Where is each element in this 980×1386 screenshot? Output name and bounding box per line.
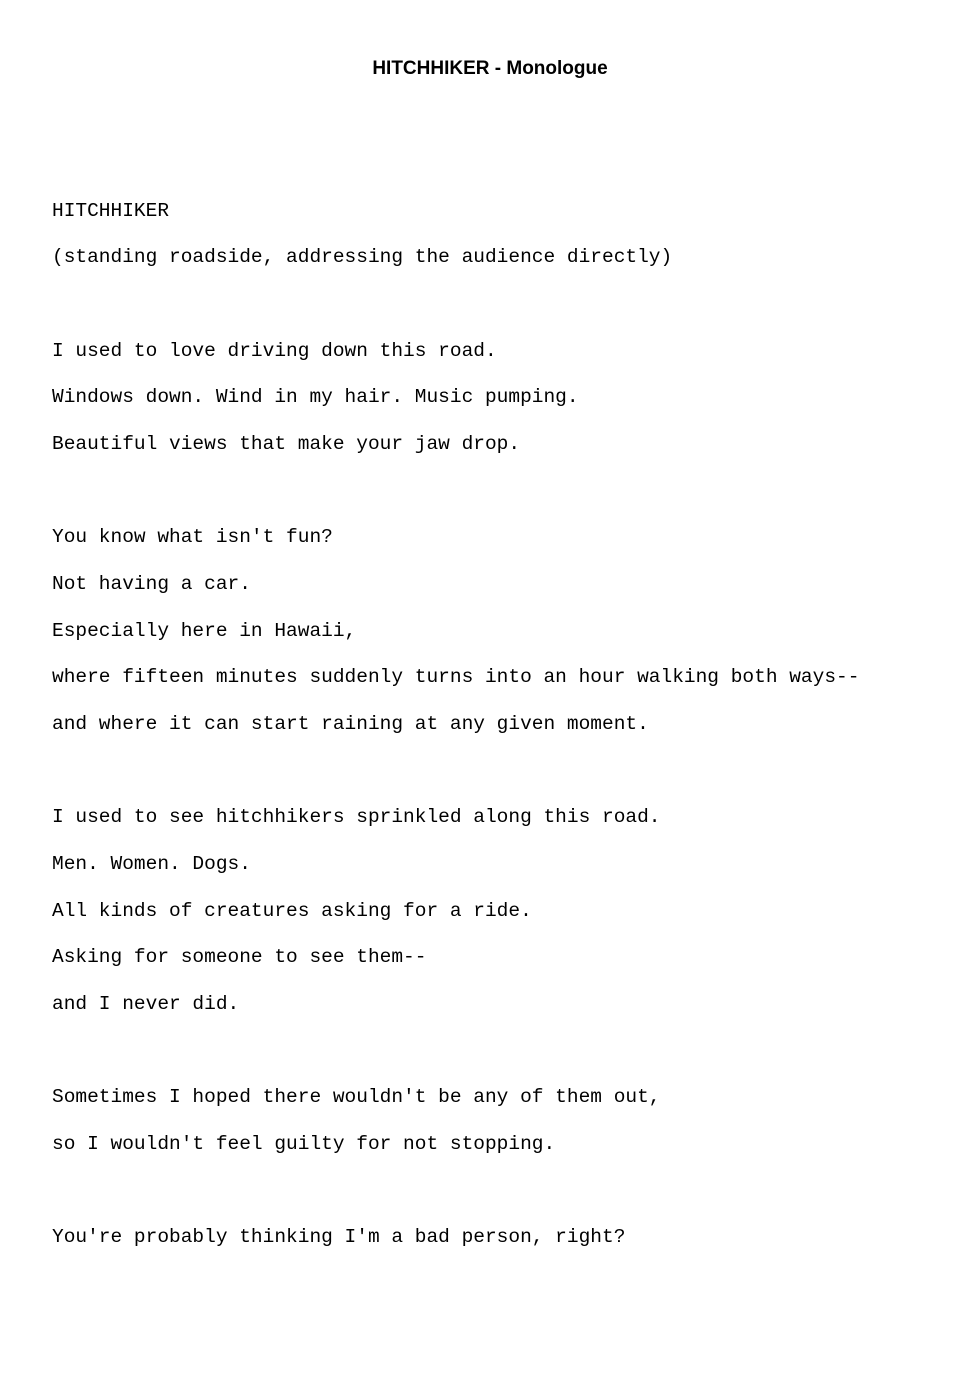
monologue-line: where fifteen minutes suddenly turns into an hour walking both ways-- <box>52 666 860 688</box>
monologue-line: You know what isn't fun? <box>52 526 333 548</box>
monologue-line: so I wouldn't feel guilty for not stopping. <box>52 1133 556 1155</box>
monologue-line: Not having a car. <box>52 573 251 595</box>
monologue-line: Sometimes I hoped there wouldn't be any of them out, <box>52 1086 661 1108</box>
monologue-line: All kinds of creatures asking for a ride. <box>52 900 532 922</box>
monologue-line: Beautiful views that make your jaw drop. <box>52 433 521 455</box>
monologue-line: Asking for someone to see them-- <box>52 946 427 968</box>
monologue-line: You're probably thinking I'm a bad person, right? <box>52 1226 626 1248</box>
character-name: HITCHHIKER <box>52 200 170 222</box>
monologue-line: I used to love driving down this road. <box>52 340 497 362</box>
stage-direction: (standing roadside, addressing the audience directly) <box>52 246 673 268</box>
monologue-line: I used to see hitchhikers sprinkled along this road. <box>52 806 661 828</box>
monologue-line: Windows down. Wind in my hair. Music pumping. <box>52 386 579 408</box>
page-title: HITCHHIKER - Monologue <box>372 58 608 79</box>
monologue-line: and I never did. <box>52 993 240 1015</box>
monologue-line: and where it can start raining at any given moment. <box>52 713 649 735</box>
monologue-line: Men. Women. Dogs. <box>52 853 251 875</box>
monologue-line: Especially here in Hawaii, <box>52 620 357 642</box>
